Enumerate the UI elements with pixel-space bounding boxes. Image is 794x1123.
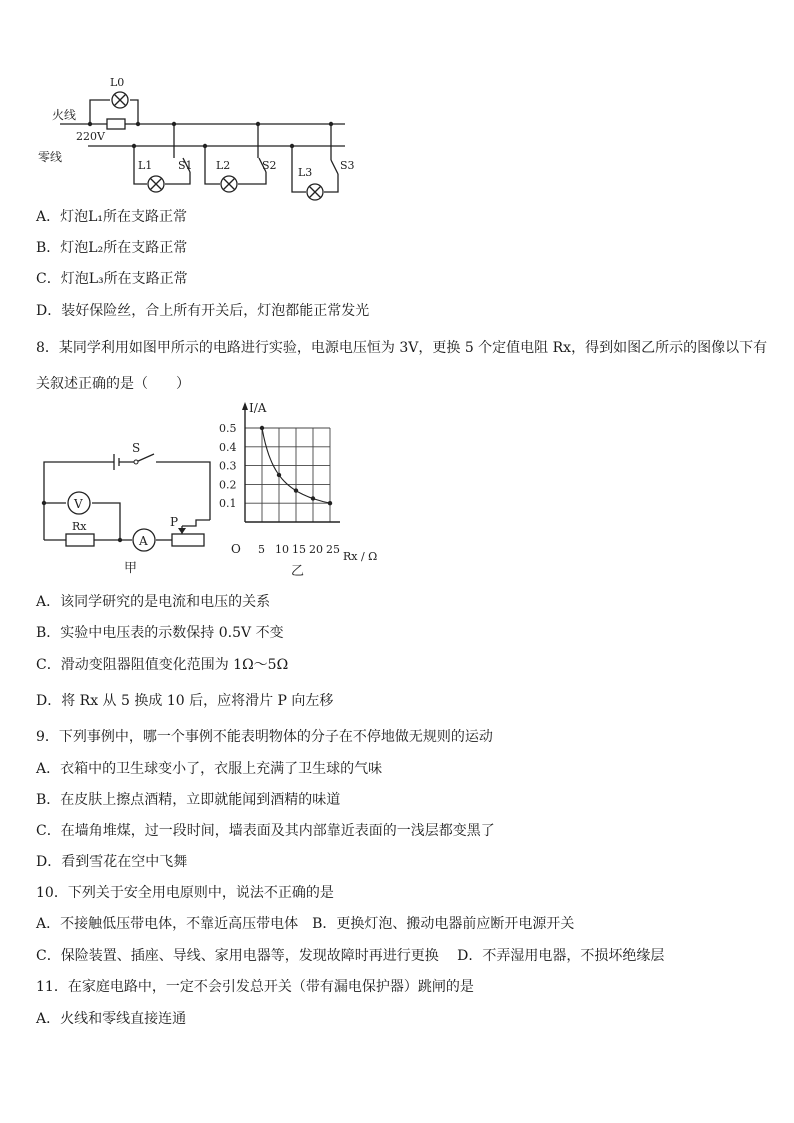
x-tick-label: 5 bbox=[258, 543, 265, 556]
q7-option-d: D．装好保险丝，合上所有开关后，灯泡都能正常发光 bbox=[36, 303, 370, 319]
q9-stem: 9．下列事例中，哪一个事例不能表明物体的分子在不停地做无规则的运动 bbox=[36, 729, 493, 745]
origin-label: O bbox=[231, 542, 241, 556]
lamp-l2-label: L2 bbox=[216, 159, 231, 172]
q10-stem: 10．下列关于安全用电原则中，说法不正确的是 bbox=[36, 885, 334, 901]
y-tick-label: 0.3 bbox=[219, 459, 237, 473]
data-point bbox=[294, 488, 298, 492]
q8-stem-line2: 关叙述正确的是（ ） bbox=[36, 376, 190, 392]
x-axis-label: Rx / Ω bbox=[343, 550, 378, 563]
q11-option-a: A．火线和零线直接连通 bbox=[36, 1011, 187, 1027]
current-resistance-chart bbox=[215, 398, 390, 578]
lamp-l1-label: L1 bbox=[138, 159, 153, 172]
y-tick-label: 0.5 bbox=[219, 422, 237, 435]
q10-options-cd: C．保险装置、插座、导线、家用电器等，发现故障时再进行更换 D．不弄湿用电器，不损坏绝缘层 bbox=[36, 948, 665, 964]
q7-option-a: A．灯泡L₁所在支路正常 bbox=[36, 209, 188, 225]
figure-jia-caption: 甲 bbox=[124, 561, 138, 575]
q8-option-d: D．将 Rx 从 5 换成 10 后，应将滑片 P 向左移 bbox=[36, 693, 334, 709]
x-tick-label: 10 bbox=[275, 543, 289, 556]
data-point bbox=[277, 473, 281, 477]
voltmeter-symbol: V bbox=[74, 497, 83, 511]
voltage-label: 220V bbox=[76, 130, 105, 143]
y-axis-label: I/A bbox=[249, 401, 267, 415]
q11-stem: 11．在家庭电路中，一定不会引发总开关（带有漏电保护器）跳闸的是 bbox=[36, 979, 474, 995]
switch-s2-label: S2 bbox=[262, 159, 277, 172]
q8-option-b: B．实验中电压表的示数保持 0.5V 不变 bbox=[36, 625, 284, 641]
switch-s3-label: S3 bbox=[340, 159, 355, 172]
q7-option-c: C．灯泡L₃所在支路正常 bbox=[36, 271, 188, 287]
neutral-wire-label: 零线 bbox=[38, 150, 63, 164]
q8-stem-line1: 8．某同学利用如图甲所示的电路进行实验，电源电压恒为 3V，更换 5 个定值电阻 Rx，得到如图乙所示的图像以下有 bbox=[36, 340, 768, 356]
q9-option-c: C．在墙角堆煤，过一段时间，墙表面及其内部靠近表面的一浅层都变黑了 bbox=[36, 823, 495, 839]
live-wire-label: 火线 bbox=[52, 108, 77, 122]
data-point bbox=[260, 426, 264, 430]
y-tick-label: 0.1 bbox=[219, 497, 237, 511]
data-point bbox=[328, 501, 332, 505]
x-tick-label: 15 bbox=[292, 543, 306, 556]
q10-options-ab: A．不接触低压带电体，不靠近高压带电体 B．更换灯泡、搬动电器前应断开电源开关 bbox=[36, 916, 575, 932]
lamp-l0-label: L0 bbox=[110, 76, 125, 89]
switch-s-label: S bbox=[132, 441, 141, 455]
figure-yi-caption: 乙 bbox=[291, 564, 305, 578]
x-tick-label: 20 bbox=[309, 543, 323, 556]
x-tick-label: 25 bbox=[326, 543, 340, 556]
resistor-rx-label: Rx bbox=[72, 520, 87, 533]
slider-p-label: P bbox=[170, 515, 179, 529]
household-circuit-diagram bbox=[30, 72, 360, 207]
switch-s1-label: S1 bbox=[178, 159, 193, 172]
y-tick-label: 0.4 bbox=[219, 440, 237, 454]
q8-option-c: C．滑动变阻器阻值变化范围为 1Ω～5Ω bbox=[36, 657, 289, 673]
experiment-circuit-diagram bbox=[36, 440, 226, 575]
ammeter-symbol: A bbox=[139, 534, 148, 548]
q7-option-b: B．灯泡L₂所在支路正常 bbox=[36, 240, 188, 256]
y-tick-label: 0.2 bbox=[219, 478, 237, 492]
data-point bbox=[311, 496, 315, 500]
q9-option-b: B．在皮肤上擦点酒精，立即就能闻到酒精的味道 bbox=[36, 792, 341, 808]
q9-option-d: D．看到雪花在空中飞舞 bbox=[36, 854, 188, 870]
q9-option-a: A．衣箱中的卫生球变小了，衣服上充满了卫生球的气味 bbox=[36, 761, 383, 777]
q8-option-a: A．该同学研究的是电流和电压的关系 bbox=[36, 594, 271, 610]
lamp-l3-label: L3 bbox=[298, 166, 313, 179]
